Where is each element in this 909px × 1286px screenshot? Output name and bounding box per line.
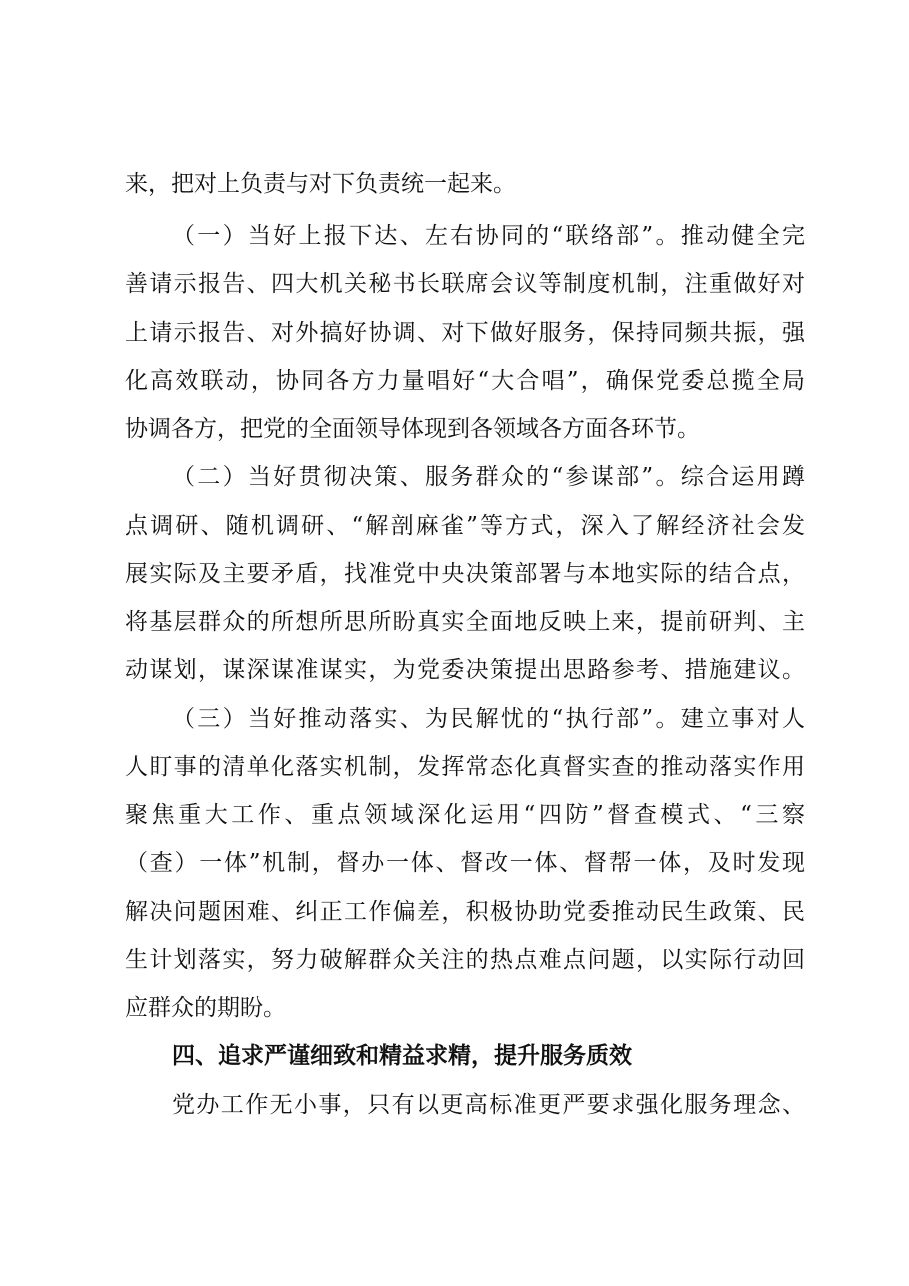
- paragraph-line: 协调各方，把党的全面领导体现到各领域各方面各环节。: [125, 416, 700, 442]
- section-1-title-line: （一）当好上报下达、左右协同的“联络部”。推动健全完: [172, 223, 805, 249]
- paragraph-line: 聚焦重大工作、重点领域深化运用“四防”督查模式、“三察: [125, 802, 805, 828]
- paragraph-line: 解决问题困难、纠正工作偏差，积极协助党委推动民生政策、民: [125, 899, 805, 925]
- section-3-title-line: （三）当好推动落实、为民解忧的“执行部”。建立事对人: [172, 706, 805, 732]
- paragraph-line: 党办工作无小事，只有以更高标准更严要求强化服务理念、: [172, 1092, 805, 1118]
- section-2-title-line: （二）当好贯彻决策、服务群众的“参谋部”。综合运用蹲: [172, 464, 805, 490]
- paragraph-line: 来，把对上负责与对下负责统一起来。: [125, 171, 516, 197]
- paragraph-line: 点调研、随机调研、“解剖麻雀”等方式，深入了解经济社会发: [125, 513, 805, 539]
- paragraph-line: 将基层群众的所想所思所盼真实全面地反映上来，提前研判、主: [125, 609, 805, 635]
- paragraph-line: 善请示报告、四大机关秘书长联席会议等制度机制，注重做好对: [125, 271, 805, 297]
- paragraph-line: 人盯事的清单化落实机制，发挥常态化真督实查的推动落实作用: [125, 754, 805, 780]
- paragraph-line: 生计划落实，努力破解群众关注的热点难点问题，以实际行动回: [125, 947, 805, 973]
- paragraph-line: 动谋划，谋深谋准谋实，为党委决策提出思路参考、措施建议。: [125, 657, 805, 683]
- section-heading: 四、追求严谨细致和精益求精，提升服务质效: [172, 1043, 632, 1069]
- paragraph-line: （查）一体”机制，督办一体、督改一体、督帮一体，及时发现: [125, 850, 805, 876]
- paragraph-line: 展实际及主要矛盾，找准党中央决策部署与本地实际的结合点，: [125, 561, 805, 587]
- paragraph-line: 应群众的期盼。: [125, 995, 286, 1021]
- paragraph-line: 上请示报告、对外搞好协调、对下做好服务，保持同频共振，强: [125, 320, 805, 346]
- paragraph-line: 化高效联动，协同各方力量唱好“大合唱”，确保党委总揽全局: [125, 368, 805, 394]
